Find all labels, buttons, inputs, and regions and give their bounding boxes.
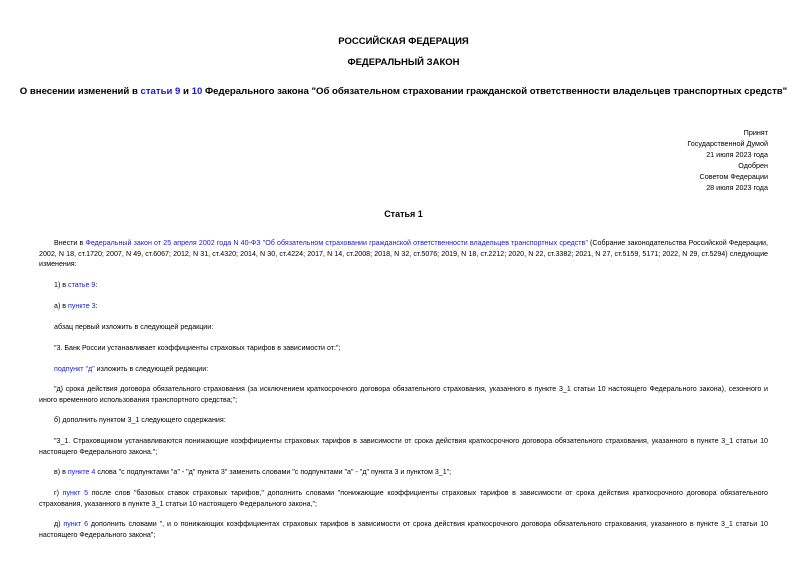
item-v: в) в пункте 4 слова "с подпунктами "а" - "д" пункта 3" заменить словами "с подпунктами "а" - "д" пункта 3 и пунктом 3_1"; xyxy=(54,468,452,476)
article-heading: Статья 1 xyxy=(384,209,423,219)
paragraph-abzats: абзац первый изложить в следующей редакции: xyxy=(54,323,214,331)
law-type-heading: ФЕДЕРАЛЬНЫЙ ЗАКОН xyxy=(347,57,460,68)
article-9-ref-link[interactable]: статье 9 xyxy=(68,281,96,289)
law-title: О внесении изменений в статьи 9 и 10 Федерального закона "Об обязательном страховании гражданской ответственности владельцев транспортных средств" xyxy=(19,86,788,97)
accepted-label: Принят xyxy=(743,128,768,137)
accepted-date: 21 июля 2023 года xyxy=(706,150,768,159)
item-g: г) пункт 5 после слов "базовых ставок страховых тарифов," дополнить словами "понижающие коэффициенты страховых тарифов в зависимости от срока действия краткосрочного договора обязательного страхования, указанного в пункте 3_1 статьи 10 настоящего Федерального закона,"; xyxy=(39,489,768,508)
item-a: а) в пункте 3: xyxy=(54,302,98,310)
point-6-link[interactable]: пункт 6 xyxy=(63,520,89,528)
approved-by: Советом Федерации xyxy=(699,172,768,181)
item-dd: д) пункт 6 дополнить словами ", и о понижающих коэффициентах страховых тарифов в зависимости от срока действия краткосрочного договора обязательного страхования, указанного в пункте 3_1 статьи 10 настоящего Федерального закона"; xyxy=(39,520,768,539)
article-9-link[interactable]: статьи 9 xyxy=(140,86,181,97)
approved-date: 28 июля 2023 года xyxy=(706,183,768,192)
accepted-by: Государственной Думой xyxy=(687,139,768,148)
item-b: б) дополнить пунктом 3_1 следующего содержания: xyxy=(54,416,226,424)
item-1: 1) в статье 9: xyxy=(54,281,98,289)
federal-law-link[interactable]: Федеральный закон от 25 апреля 2002 года N 40-ФЗ "Об обязательном страховании гражданской ответственности владельцев транспортных средств" xyxy=(85,239,588,247)
point-4-link[interactable]: пункте 4 xyxy=(67,468,96,476)
subpoint-d-link[interactable]: подпункт "д" xyxy=(54,365,95,373)
paragraph-d-text: "д) срока действия договора обязательного страхования (за исключением краткосрочного договора обязательного страхования, указанного в пункте 3_1 статьи 10 настоящего Федерального закона), сезонного и иного временного использования транспортного средства;"; xyxy=(39,385,768,404)
point-5-link[interactable]: пункт 5 xyxy=(62,489,89,497)
article-10-link[interactable]: 10 xyxy=(191,86,203,97)
point-3-link[interactable]: пункте 3 xyxy=(68,302,96,310)
paragraph-subpoint-d: подпункт "д" изложить в следующей редакции: xyxy=(54,365,209,373)
acceptance-block xyxy=(687,127,768,193)
paragraph-3-1: "3_1. Страховщиком устанавливаются понижающие коэффициенты страховых тарифов в зависимости от срока действия краткосрочного договора обязательного страхования, указанного в пункте 3_1 статьи 10 настоящего Федерального закона."; xyxy=(39,437,768,456)
country-heading: РОССИЙСКАЯ ФЕДЕРАЦИЯ xyxy=(338,36,469,47)
intro-paragraph: Внести в Федеральный закон от 25 апреля 2002 года N 40-ФЗ "Об обязательном страховании гражданской ответственности владельцев транспортных средств" (Собрание законодательства Российской Федерации, 2002, N 18, ст.1720; 2007, N 49, ст.6067; 2012, N 31, ст.4320; 2014, N 30, ст.4224; 2017, N 14, ст.2008; 2018, N 32, ст.5076; 2019, N 18, ст.2212; 2020, N 22, ст.3382; 2021, N 27, ст.5159, 5171; 2022, N 29, ст.5294) следующие изменения: xyxy=(39,239,768,269)
paragraph-quote-3: "3. Банк России устанавливает коэффициенты страховых тарифов в зависимости от:"; xyxy=(54,344,341,352)
approved-label: Одобрен xyxy=(738,161,768,170)
